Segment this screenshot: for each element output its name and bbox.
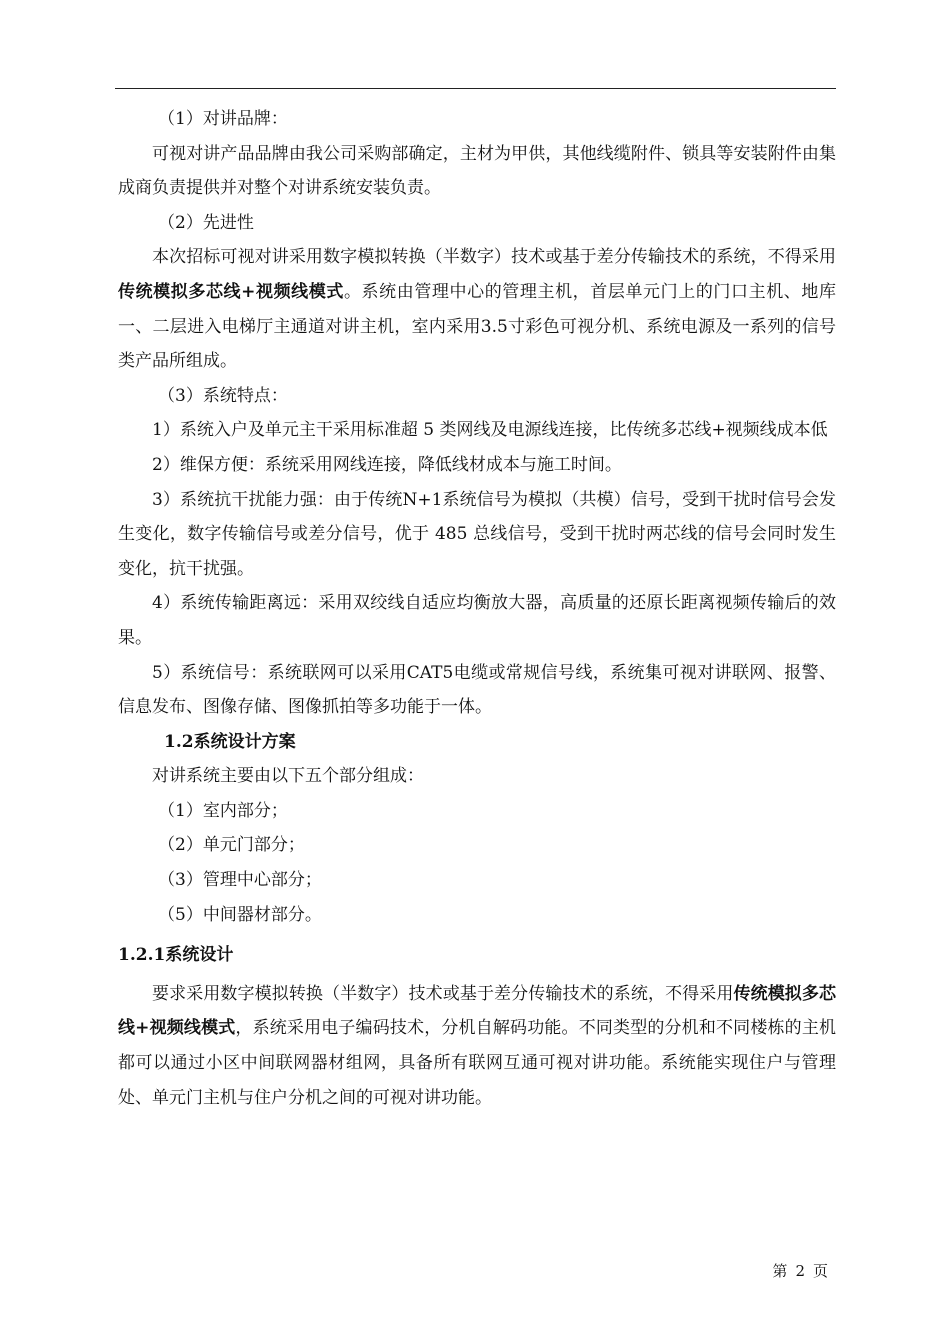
paragraph-text: ，系统采用电子编码技术，分机自解码功能。不同类型的分机和不同楼栋的主机都可以通过小区中间联网器材组网，具备所有联网互通可视对讲功能。系统能实现住户与管理处、单元门主机与住户分机之间的可视对讲功能。 (118, 1018, 837, 1108)
paragraph: 可视对讲产品品牌由我公司采购部确定，主材为甲供，其他线缆附件、锁具等安装附件由集成商负责提供并对整个对讲系统安装负责。 (118, 143, 836, 199)
bold-text: 传统模拟多芯线+视频线模式 (118, 281, 344, 302)
paragraph: （1）对讲品牌： (158, 109, 288, 129)
section-heading: 1.2系统设计方案 (164, 731, 296, 752)
list-item: （3）管理中心部分； (158, 870, 322, 891)
paragraph: （3）系统特点： (158, 385, 288, 406)
paragraph: 1）系统入户及单元主干采用标准超 5 类网线及电源线连接，比传统多芯线+视频线成本低 (152, 420, 828, 441)
paragraph-text: 要求采用数字模拟转换（半数字）技术或基于差分传输技术的系统，不得采用 (152, 983, 734, 1004)
page-suffix: 页 (812, 1262, 828, 1280)
header-rule (115, 88, 836, 89)
subsection-heading: 1.2.1系统设计 (118, 945, 234, 966)
page-prefix: 第 (772, 1262, 788, 1280)
paragraph-text: 。系统由管理中心的管理主机，首层单元门上的门口主机、地库一、二层进入电梯厅主通道对讲主机，室内采用3.5寸彩色可视分机、系统电源及一系列的信号类产品所组成。 (118, 281, 836, 372)
page-number: 2 (795, 1262, 805, 1280)
paragraph: 对讲系统主要由以下五个部分组成： (152, 766, 424, 787)
list-item: （1）室内部分； (158, 800, 288, 821)
list-item: （2）单元门部分； (158, 835, 305, 856)
paragraph: 3）系统抗干扰能力强：由于传统N+1系统信号为模拟（共模）信号，受到干扰时信号会发生变化，数字传输信号或差分信号，优于 485 总线信号，受到干扰时两芯线的信号会同时发生变化，抗干扰强。 (118, 489, 836, 579)
document-body (118, 102, 836, 1115)
bold-text: 传统模拟多芯线+视频线模式 (118, 983, 837, 1039)
paragraph: （2）先进性 (158, 212, 254, 233)
page-footer (768, 1260, 832, 1281)
paragraph: 5）系统信号：系统联网可以采用CAT5电缆或常规信号线，系统集可视对讲联网、报警、信息发布、图像存储、图像抓拍等多功能于一体。 (118, 662, 836, 718)
paragraph (118, 240, 836, 378)
paragraph (118, 977, 836, 1115)
paragraph: 2）维保方便：系统采用网线连接，降低线材成本与施工时间。 (152, 454, 622, 475)
paragraph: 4）系统传输距离远：采用双绞线自适应均衡放大器，高质量的还原长距离视频传输后的效果。 (118, 593, 836, 648)
list-item: （5）中间器材部分。 (158, 904, 322, 925)
paragraph-text: 本次招标可视对讲采用数字模拟转换（半数字）技术或基于差分传输技术的系统，不得采用 (152, 247, 836, 268)
